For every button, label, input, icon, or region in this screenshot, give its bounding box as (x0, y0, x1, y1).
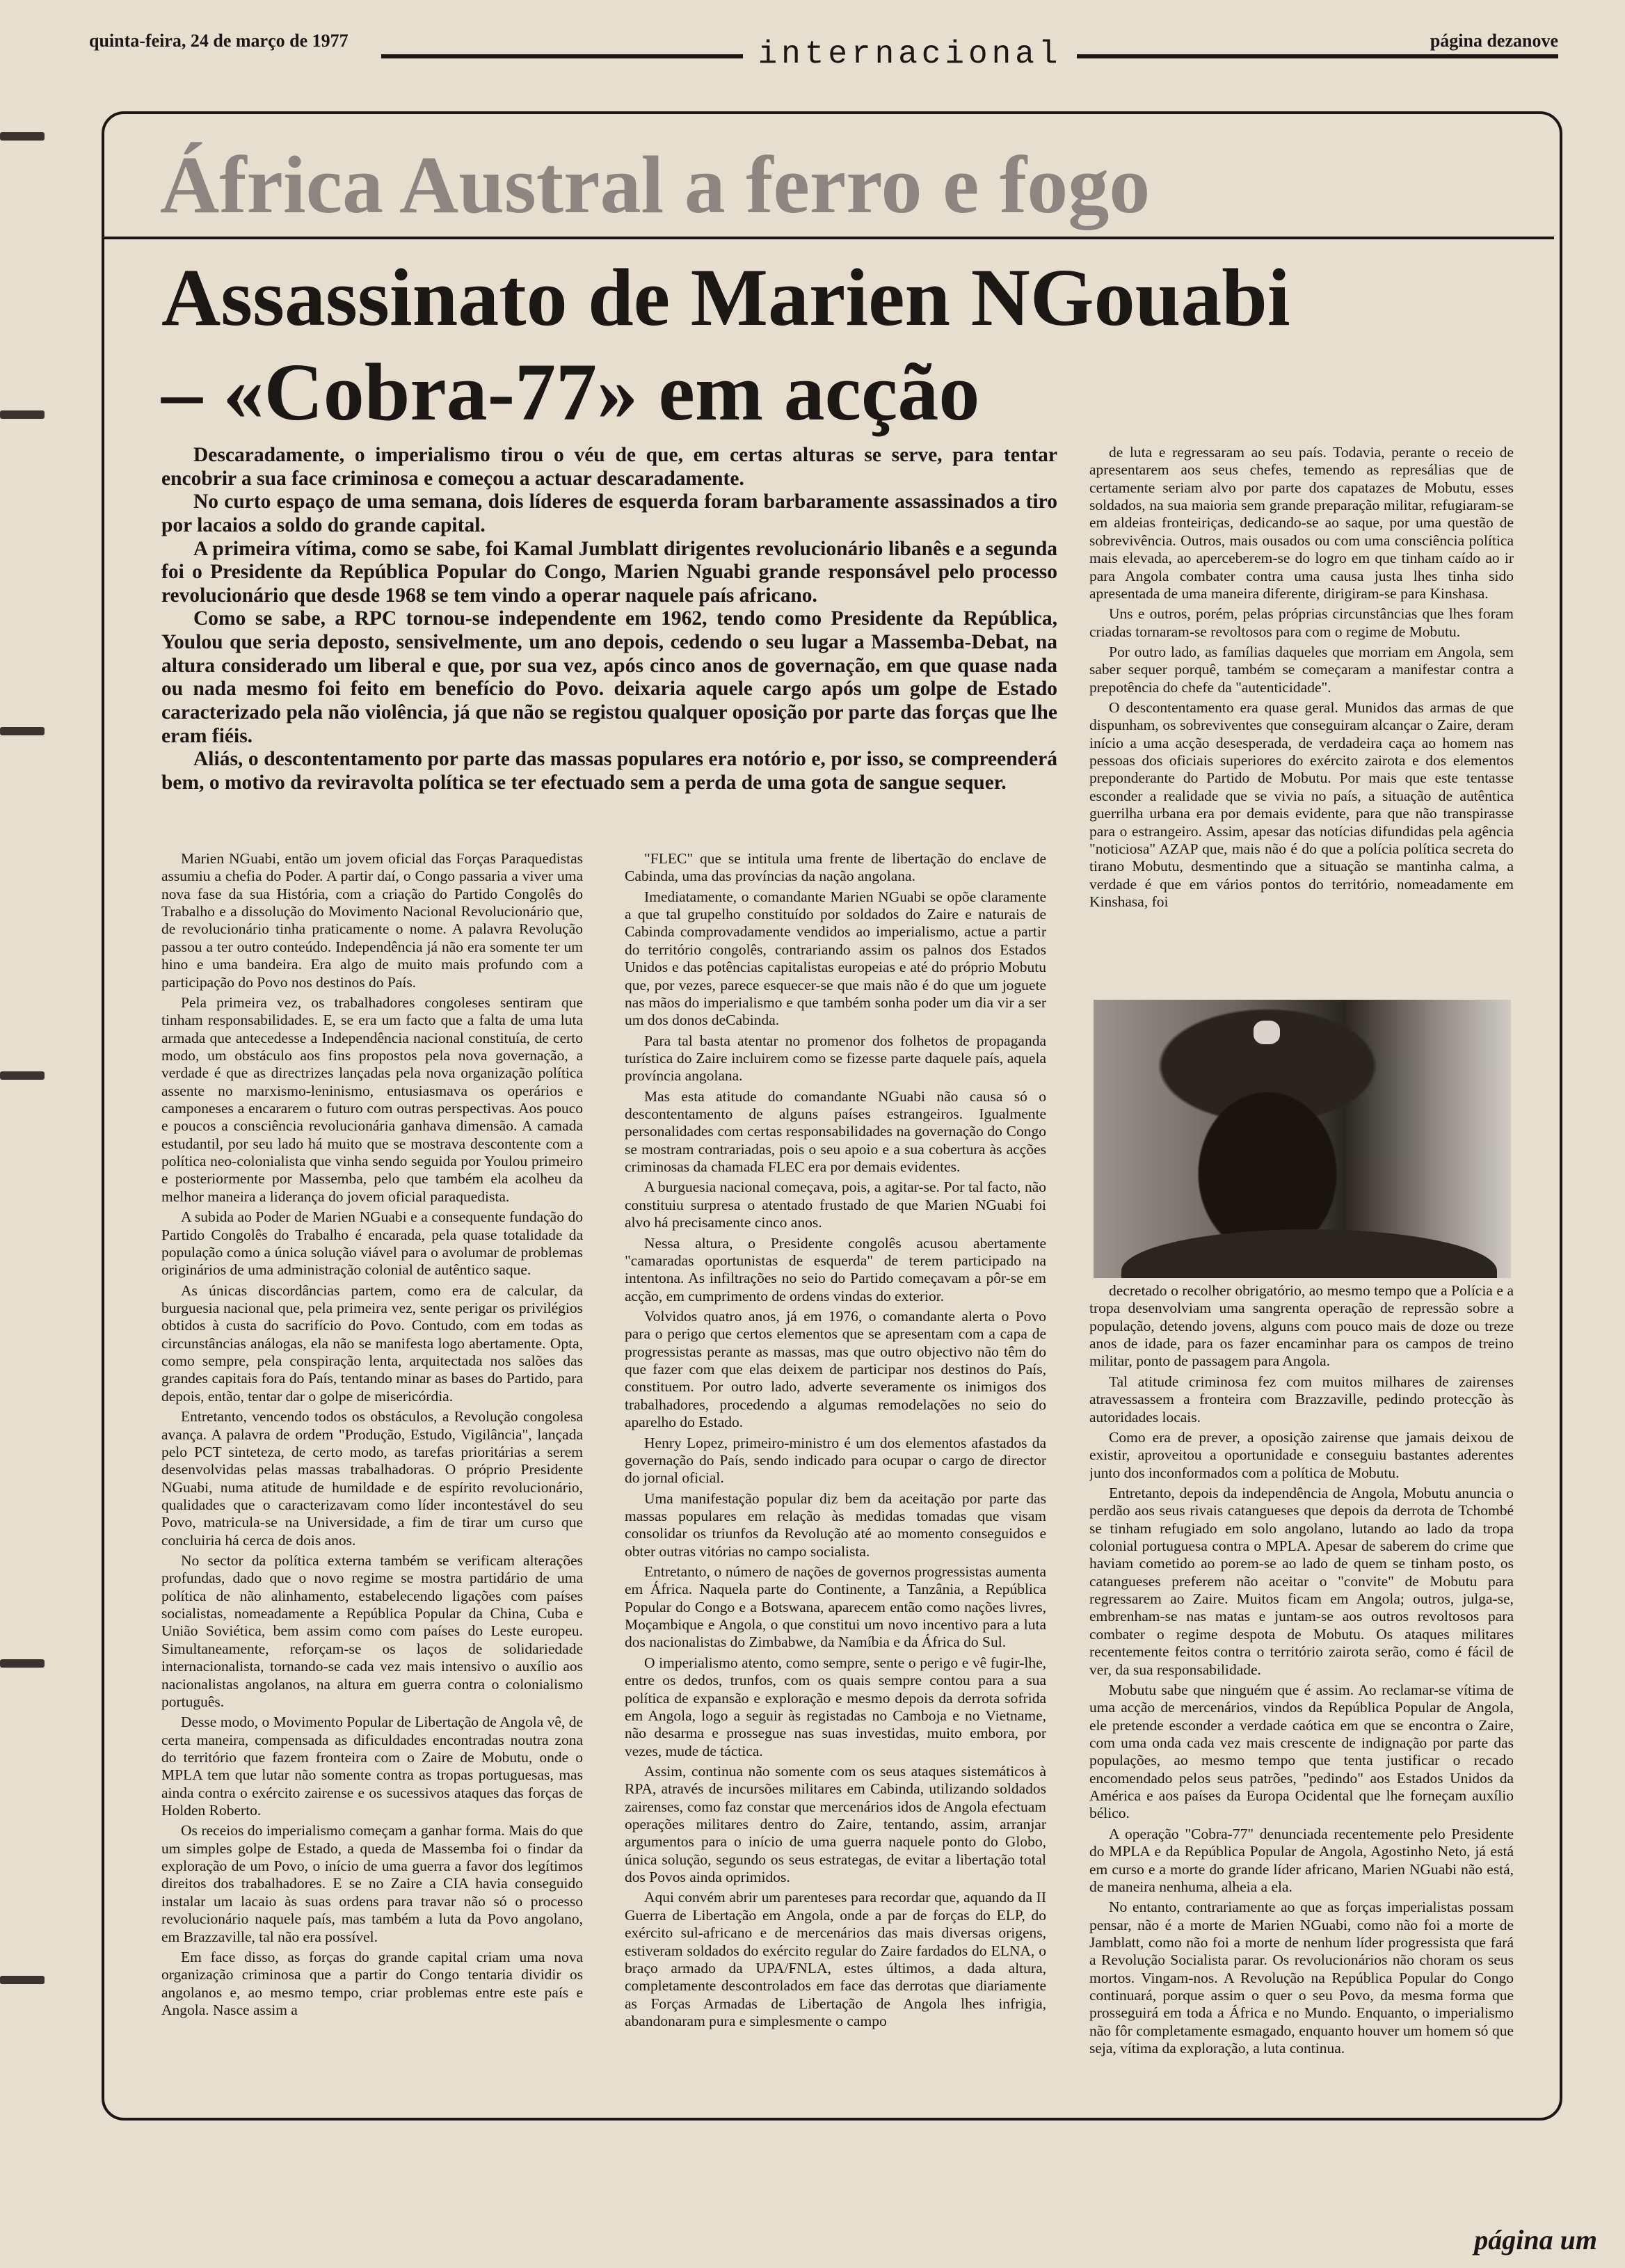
body-paragraph: Henry Lopez, primeiro-ministro é um dos elementos afastados da governação do País, sendo indicado para ocupar o cargo de director do jornal oficial. (625, 1434, 1046, 1487)
body-paragraph: Volvidos quatro anos, já em 1976, o comandante alerta o Povo para o perigo que certos elementos que se apresentam com a capa de progressistas perante as massas, mas que outro objectivo não têm do que fazer com que elas deixem de participar nos destinos do País, constituem. Por outro lado, adverte severamente os inimigos dos trabalhadores, procedendo a algumas remodelações no seio do aparelho do Estado. (625, 1307, 1046, 1431)
body-paragraph: Imediatamente, o comandante Marien NGuabi se opõe claramente a que tal grupelho constituído por soldados do Zaire e naturais de Cabinda comprovadamente vendidos ao imperialismo, actue a partir do território congolês, contrariando assim os palnos dos Estados Unidos e das potências capitalistas europeias e até do próprio Mobutu que, por vezes, parece esquecer-se que mais não é do que um joguete nas mãos do imperialismo e que também sonha poder um dia vir a ser um dos donos deCabinda. (625, 888, 1046, 1029)
binding-hole (0, 1976, 45, 1984)
body-paragraph: No entanto, contrariamente ao que as forças imperialistas possam pensar, não é a morte de Marien NGuabi, como não foi a morte de Jamblatt, como não foi a morte de nenhum líder progressista que fará a Revolução Socialista parar. Os revolucionários não choram os seus mortos. Vingam-nos. A Revolução na República Popular do Congo continuará, porque assim o quer o seu Povo, da mesma forma que prosseguirá em toda a África e no Mundo. Enquanto, o imperialismo não fôr completamente esmagado, enquanto houver um homem só que seja, vítima da exploração, a luta continua. (1089, 1899, 1514, 2057)
body-paragraph: Mobutu sabe que ninguém que é assim. Ao reclamar-se vítima de uma acção de mercenários, vindos da República Popular de Angola, ele pretende esconder a verdade caótica em que se encontra o Zaire, com uma onda cada vez mais crescente de indignação por parte das populações, ao mesmo tempo que tenta justificar o recado encomendado pelos seus patrões, "pedindo" aos Estados Unidos da América e aos países da Europa Ocidental que lhe forneçam auxílio bélico. (1089, 1681, 1514, 1822)
kicker-band (104, 132, 1554, 239)
body-paragraph: Entretanto, o número de nações de governos progressistas aumenta em África. Naquela parte do Continente, a Tanzânia, a República Popular do Congo e a Botswana, aparecem então como nações livres, Moçambique e Angola, o que constitui um novo incentivo para a luta dos nacionalistas do Zimbabwe, da Namíbia e da África do Sul. (625, 1563, 1046, 1651)
body-paragraph: Os receios do imperialismo começam a ganhar forma. Mais do que um simples golpe de Estado, a queda de Massemba foi o findar da exploração de um Povo, o início de uma guerra a favor dos legítimos direitos dos trabalhadores. E se no Zaire a CIA havia conseguido instalar um lacaio às suas ordens para travar não só o processo revolucionário naquele país, mas também a luta da Povo angolano, em Brazzaville, tal não era possível. (161, 1822, 583, 1945)
body-paragraph: O imperialismo atento, como sempre, sente o perigo e vê fugir-lhe, entre os dedos, trunfos, com os quais sempre contou para a sua política de expansão e exploração e mesmo depois da derrota sofrida em Angola, logo a seguir às registadas no Camboja e no Vietname, não desarma e prossegue nas suas investidas, muito embora, por vezes, mude de táctica. (625, 1654, 1046, 1759)
lead-paragraph: Descaradamente, o imperialismo tirou o véu de que, em certas alturas se serve, para tentar encobrir a sua face criminosa e começou a actuar descaradamente. (161, 444, 1057, 490)
body-paragraph: Em face disso, as forças do grande capital criam uma nova organização criminosa que a partir do Congo tentaria dividir os angolanos e, ao mesmo tempo, criar problemas entre este país e Angola. Nasce assim a (161, 1948, 583, 2018)
body-paragraph: Aqui convém abrir um parenteses para recordar que, aquando da II Guerra de Libertação em Angola, onde a par de forças do ELP, do exército sul-africano e de mercenários das mais diversas origens, estiveram soldados do exército regular do Zaire fardados do ELNA, o braço armado da UPA/FNLA, estes últimos, a dada altura, completamente descontrolados em face das derrotas que diariamente as Forças Armadas de Libertação de Angola lhes infrigia, abandonaram pura e simplesmente o campo (625, 1889, 1046, 2029)
body-paragraph: Entretanto, depois da independência de Angola, Mobutu anuncia o perdão aos seus rivais catangueses que depois da derrota de Tchombé se tinham refugiado em solo angolano, lutando ao lado da tropa colonial portuguesa contra o MPLA. Apesar de saberem do crime que haviam cometido ao porem-se ao lado de quem se tinham posto, os catangueses preferem não aceitar o "convite" de Mobutu para regressarem ao Zaire. Muitos ficam em Angola; outros, julga-se, embrenham-se nas matas e juntam-se aos outros revoltosos para combater o regime despota de Mobutu. Os ataques militares recentemente feitos contra o território zairota serão, como é fácil de ver, da sua responsabilidade. (1089, 1484, 1514, 1678)
headline-line-1: Assassinato de Marien NGouabi (161, 252, 1290, 343)
body-paragraph: Para tal basta atentar no promenor dos folhetos de propaganda turística do Zaire incluirem como se fizesse parte daquele país, aquela província angolana. (625, 1032, 1046, 1085)
lead-paragraph: Aliás, o descontentamento por parte das massas populares era notório e, por isso, se compreenderá bem, o motivo da reviravolta política se ter efectuado sem a perda de uma gota de sangue sequer. (161, 748, 1057, 794)
lead-paragraph: No curto espaço de uma semana, dois líderes de esquerda foram barbaramente assassinados a tiro por lacaios a soldo do grande capital. (161, 490, 1057, 536)
headline (161, 250, 1525, 439)
binding-hole (0, 410, 45, 419)
body-paragraph: Desse modo, o Movimento Popular de Libertação de Angola vê, de certa maneira, compensada as dificuldades encontradas noutra zona do território que fazem fronteira com o Zaire de Mobutu, onde o MPLA tem que lutar não somente contra as tropas portuguesas, mas ainda contra o exército zairense e os sucessivos ataques das forças de Holden Roberto. (161, 1714, 583, 1819)
body-column-2 (625, 850, 1046, 2109)
body-paragraph: Assim, continua não somente com os seus ataques sistemáticos à RPA, através de incursões militares em Cabinda, utilizando soldados zairenses, como faz constar que mercenários idos de Angola efectuam operações militares dentro do Zaire, tentando, assim, arranjar argumentos para o início de uma guerra naquele ponto do Globo, única solução, segundo os seus estrategas, de evitar a libertação total dos Povos ainda oprimidos. (625, 1762, 1046, 1886)
body-paragraph: Mas esta atitude do comandante NGuabi não causa só o descontentamento de alguns países estrangeiros. Igualmente personalidades com certas responsabilidades na governação do Congo se mostram contrariadas, pois o seu apoio e a sua cobertura às acções criminosas da chamada FLEC era por demais evidentes. (625, 1087, 1046, 1176)
masthead-rule-left (381, 54, 743, 58)
masthead (89, 28, 1558, 70)
uniform-shoulders (1121, 1229, 1497, 1278)
body-paragraph: Marien NGuabi, então um jovem oficial das Forças Paraquedistas assumiu a chefia do Poder. A partir daí, o Congo passaria a viver uma nova fase da sua História, com a criação do Partido Congolês do Trabalho e a dissolução do Movimento Nacional Revolucionário que, de revolucionário tinha praticamente o nome. A palavra Revolução passou a ter outro conteúdo. Independência já não era somente ter um hino e uma bandeira. Era algo de muito mais profundo com a participação do Povo nos destinos do País. (161, 850, 583, 991)
section-name: internacional (758, 36, 1062, 72)
portrait-photo (1094, 1000, 1511, 1278)
kicker-title: África Austral a ferro e fogo (160, 139, 1151, 230)
body-paragraph: O descontentamento era quase geral. Munidos das armas de que dispunham, os sobreviventes que conseguiram alcançar o Zaire, deram início a uma acção desesperada, de verdadeira caça ao homem nas pessoas dos oficiais superiores do exército zairota e dos elementos preponderante do Partido de Mobutu. Por mais que este tentasse esconder a realidade que se vivia no país, a situação de autêntica guerrilha urbana era por demais evidente, para que não transpirasse para o estrangeiro. Assim, apesar das notícias difundidas pela agência "noticiosa" AZAP que, mais não é do que a polícia política secreta do tirano Mobutu, desmentindo que a situação se mantinha calma, a verdade é que em vários pontos do território, nomeadamente em Kinshasa, foi (1089, 699, 1514, 910)
cap-badge (1254, 1021, 1280, 1044)
body-column-3-bottom (1089, 1282, 1514, 2109)
body-paragraph: Uma manifestação popular diz bem da aceitação por parte das massas populares em relação às medidas tomadas que visam consolidar os triunfos da Revolução até ao momento conseguidos e obter outras vitórias no campo socialista. (625, 1490, 1046, 1560)
binding-hole (0, 1659, 45, 1668)
body-column-3-top (1089, 444, 1514, 993)
body-paragraph: decretado o recolher obrigatório, ao mesmo tempo que a Polícia e a tropa desenvolviam uma sangrenta operação de repressão sobre a população, detendo jovens, alguns com pouco mais de doze ou treze anos de idade, para os fazer encaminhar para os campos de treino militar, ponto de passagem para Angola. (1089, 1282, 1514, 1370)
body-paragraph: "FLEC" que se intitula uma frente de libertação do enclave de Cabinda, uma das províncias da nação angolana. (625, 850, 1046, 885)
issue-date: quinta-feira, 24 de março de 1977 (89, 31, 349, 51)
body-paragraph: Entretanto, vencendo todos os obstáculos, a Revolução congolesa avança. A palavra de ordem "Produção, Estudo, Vigilância", lançada pelo PCT sinteteza, de certo modo, as tarefas prioritárias a serem desenvolvidas pelas massas trabalhadoras. O próprio Presidente NGuabi, numa atitude de humildade e de espírito revolucionário, qualidades que o caracterizavam como líder incontestável do seu Povo, matricula-se na Universidade, a fim de tirar um curso que concluiria há cerca de dois anos. (161, 1408, 583, 1549)
lead-paragraph: A primeira vítima, como se sabe, foi Kamal Jumblatt dirigentes revolucionário libanês e a segunda foi o Presidente da República Popular do Congo, Marien Nguabi grande responsável pelo processo revolucionário que desde 1968 se tem vindo a operar naquele país africano. (161, 537, 1057, 607)
body-column-1 (161, 850, 583, 2109)
body-paragraph: Uns e outros, porém, pelas próprias circunstâncias que lhes foram criadas tornaram-se revoltosos para com o regime de Mobutu. (1089, 605, 1514, 640)
page-name: página dezanove (1430, 31, 1558, 51)
body-paragraph: Pela primeira vez, os trabalhadores congoleses sentiram que tinham responsabilidades. E, se era um facto que a falta de uma luta armada que antecedesse a Independência nacional constituía, de certo modo, um obstáculo aos fins propostos pela nova governação, a verdade é que as directrizes lançadas pela nova organização política assente no marxismo-leninismo, entusiasmava os operários e camponeses a encararem o futuro com outras perspectivas. Aos pouco e poucos a consciência revolucionária ganhava dimensão. A camada estudantil, por seu lado há muito que se mostrava descontente com a política neo-colonialista que vinha sendo seguida por Youlou primeiro e posteriormente por Massemba, pelo que também ela acolheu da melhor maneira a liderança do jovem oficial paraquedista. (161, 993, 583, 1205)
lead-paragraph: Como se sabe, a RPC tornou-se independente em 1962, tendo como Presidente da República, Youlou que seria deposto, sensivelmente, um ano depois, cedendo o seu lugar a Massemba-Debat, na altura considerado um liberal e que, por sua vez, após cinco anos de governação, em que quase nada ou nada mesmo foi feito em benefício do Povo. deixaria aquele cargo após um golpe de Estado caracterizado pela não violência, já que não se registou qualquer oposição por parte das forças que lhe eram fiéis. (161, 607, 1057, 747)
lead-paragraphs (161, 444, 1057, 833)
body-paragraph: de luta e regressaram ao seu país. Todavia, perante o receio de apresentarem aos seus chefes, temendo as represálias que de certamente seriam alvo por parte dos capatazes de Mobutu, esses soldados, na sua maioria sem grande preparação militar, refugiaram-se em aldeias fronteiriças, dedicando-se ao saque, por uma questão de sobrevivência. Outros, mais ousados ou com uma consciência política mais elevada, ao aperceberem-se do logro em que tinham caído ao ir para Angola combater contra uma causa justa lhes tinha sido apresentada de uma maneira diferente, dirigiram-se para Kinshasa. (1089, 444, 1514, 602)
body-paragraph: A subida ao Poder de Marien NGuabi e a consequente fundação do Partido Congolês do Trabalho é encarada, pela quase totalidade da população como a única solução viável para o avolumar de problemas originários de uma administração colonial de autêntico saque. (161, 1208, 583, 1279)
body-paragraph: Nessa altura, o Presidente congolês acusou abertamente "camaradas oportunistas de esquerda" de terem participado na intentona. As infiltrações no seio do Partido começavam a pôr-se em acção, em cumprimento de ordens vindas do exterior. (625, 1234, 1046, 1304)
page-one-reference: página um (1474, 2224, 1597, 2255)
body-paragraph: A operação "Cobra-77" denunciada recentemente pelo Presidente do MPLA e da República Popular de Angola, Agostinho Neto, já está em curso e a morte do grande líder africano, Marien NGuabi não está, de maneira nenhuma, alheia a ela. (1089, 1825, 1514, 1895)
body-paragraph: Tal atitude criminosa fez com muitos milhares de zairenses atravessassem a fronteira com Brazzaville, pedindo protecção às autoridades locais. (1089, 1373, 1514, 1426)
binding-hole (0, 727, 45, 735)
body-paragraph: Como era de prever, a oposição zairense que jamais deixou de existir, aproveitou a oportunidade e conseguiu bastantes aderentes junto dos inconformados com a política de Mobutu. (1089, 1428, 1514, 1481)
body-paragraph: As únicas discordâncias partem, como era de calcular, da burguesia nacional que, pela primeira vez, sente perigar os privilégios obtidos à custa do sacrifício do Povo. Contudo, com em todas as circunstâncias análogas, ela não se manifesta logo abertamente. Opta, como sempre, pela conspiração lenta, arquitectada nos salões das grandes capitais fora do País, tentando minar as bases do Partido, para depois, então, tentar dar o golpe de misericórdia. (161, 1281, 583, 1405)
masthead-rule-right (1077, 54, 1558, 58)
binding-hole (0, 132, 45, 141)
body-paragraph: A burguesia nacional começava, pois, a agitar-se. Por tal facto, não constituiu surpresa o atentado frustado de que Marien NGuabi foi alvo há precisamente cinco anos. (625, 1179, 1046, 1231)
binding-hole (0, 1071, 45, 1080)
body-paragraph: Por outro lado, as famílias daqueles que morriam em Angola, sem saber sequer porquê, também se começaram a manifestar contra a prepotência do chefe da "autenticidade". (1089, 643, 1514, 696)
body-paragraph: No sector da política externa também se verificam alterações profundas, dado que o novo regime se mostra partidário de uma política de não alinhamento, estabelecendo ligações com países socialistas, nomeadamente a República Popular da China, Cuba e União Soviética, bem assim como com países do Leste europeu. Simultaneamente, reforçam-se os laços de solidariedade internacionalista, tornando-se cada vez mais intensivo o auxílio aos nacionalistas angolanos, na altura em guerra contra o colonialismo português. (161, 1552, 583, 1710)
headline-line-2: – «Cobra-77» em acção (161, 346, 980, 438)
